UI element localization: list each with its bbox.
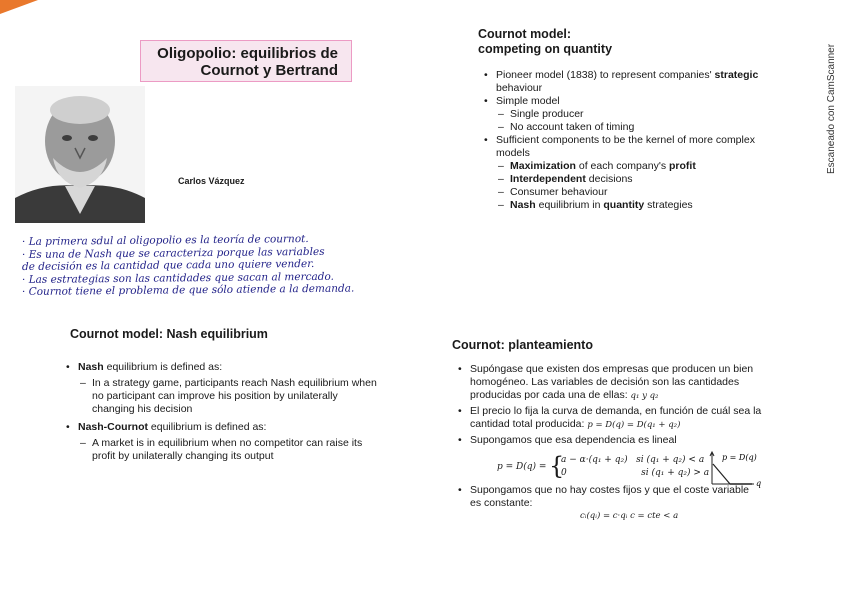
note-line: · Cournot tiene el problema de que sólo atiende a la demanda. bbox=[21, 282, 355, 299]
demand-formula: p = D(q) = D(q₁ + q₂) bbox=[587, 420, 681, 430]
eq-lhs: p = D(q) = bbox=[497, 462, 547, 472]
sub-bullet: – Nash equilibrium in quantity strategies bbox=[478, 199, 788, 212]
sub-bullet: – Single producer bbox=[478, 108, 788, 121]
slide2-bullets bbox=[478, 69, 788, 212]
sub-bullet: – No account taken of timing bbox=[478, 121, 788, 134]
bullet: • Supongamos que no hay costes fijos y que el coste variable es constante: bbox=[452, 484, 762, 510]
slide3-bullets bbox=[60, 361, 380, 463]
bullet: • Nash-Cournot equilibrium is defined as: bbox=[60, 421, 380, 434]
bullet: • Supóngase que existen dos empresas que producen un bien homogéneo. Las variables de decisión son las cantidades producidas por cada una de ellas: q₁ y q₂ bbox=[452, 363, 762, 403]
cost-formula: cᵢ(qᵢ) = c·qᵢ c = cte < a bbox=[580, 511, 679, 521]
bullet: • Supongamos que esa dependencia es lineal bbox=[452, 434, 762, 447]
slide2-title bbox=[478, 27, 612, 57]
bullet: • Nash equilibrium is defined as: bbox=[60, 361, 380, 374]
slide2-title-line-1: Cournot model: bbox=[478, 27, 572, 41]
bullet: • Pioneer model (1838) to represent companies' strategic behaviour bbox=[478, 69, 788, 95]
note-line: de decisión es la cantidad que cada uno quiere vender. bbox=[21, 258, 315, 274]
slide1-title bbox=[148, 45, 338, 79]
bullet: • Sufficient components to be the kernel of more complex models bbox=[478, 134, 788, 160]
var-formula: q₁ y q₂ bbox=[630, 391, 659, 401]
title-line-1: Oligopolio: equilibrios de bbox=[157, 45, 338, 62]
slide3-title: Cournot model: Nash equilibrium bbox=[70, 327, 268, 341]
handwritten-notes bbox=[21, 232, 462, 299]
eq-row-1: a − α·(q₁ + q₂) si (q₁ + q₂) < a bbox=[561, 455, 705, 465]
graph-label-q: q bbox=[756, 479, 762, 488]
eq-row-2: 0 si (q₁ + q₂) > a bbox=[561, 468, 710, 478]
graph-label-p: p = D(q) bbox=[722, 453, 757, 462]
bullet: • Simple model bbox=[478, 95, 788, 108]
bullet: • El precio lo fija la curva de demanda, en función de cuál sea la cantidad total producida: p = D(q) = D(q₁ + q₂) bbox=[452, 405, 762, 432]
corner-mark bbox=[0, 0, 38, 14]
note-line: · La primera sdul al oligopolio es la teoría de cournot. bbox=[21, 232, 309, 248]
slide2-title-line-2: competing on quantity bbox=[478, 42, 613, 56]
brace-icon: { bbox=[549, 452, 565, 480]
author-portrait bbox=[15, 86, 145, 223]
slide4-bullets bbox=[452, 363, 762, 447]
sub-bullet: – Consumer behaviour bbox=[478, 186, 788, 199]
title-line-2: Cournot y Bertrand bbox=[200, 62, 338, 79]
sub-bullet: – A market is in equilibrium when no competitor can raise its profit by unilaterally changing its output bbox=[60, 437, 380, 463]
note-line: · Las estrategias son las cantidades que sacan al mercado. bbox=[21, 270, 334, 286]
slide4-title: Cournot: planteamiento bbox=[452, 338, 593, 352]
scanner-watermark: Escaneado con CamScanner bbox=[826, 43, 837, 174]
sub-bullet: – Interdependent decisions bbox=[478, 173, 788, 186]
note-line: · Es una de Nash que se caracteriza porque las variables bbox=[21, 245, 325, 261]
sub-bullet: – Maximization of each company's profit bbox=[478, 160, 788, 173]
sub-bullet: – In a strategy game, participants reach Nash equilibrium when no participant can improve his position by unilaterally changing his decision bbox=[60, 377, 380, 416]
slide4-bullets-2 bbox=[452, 484, 762, 510]
author-name: Carlos Vázquez bbox=[178, 176, 245, 186]
